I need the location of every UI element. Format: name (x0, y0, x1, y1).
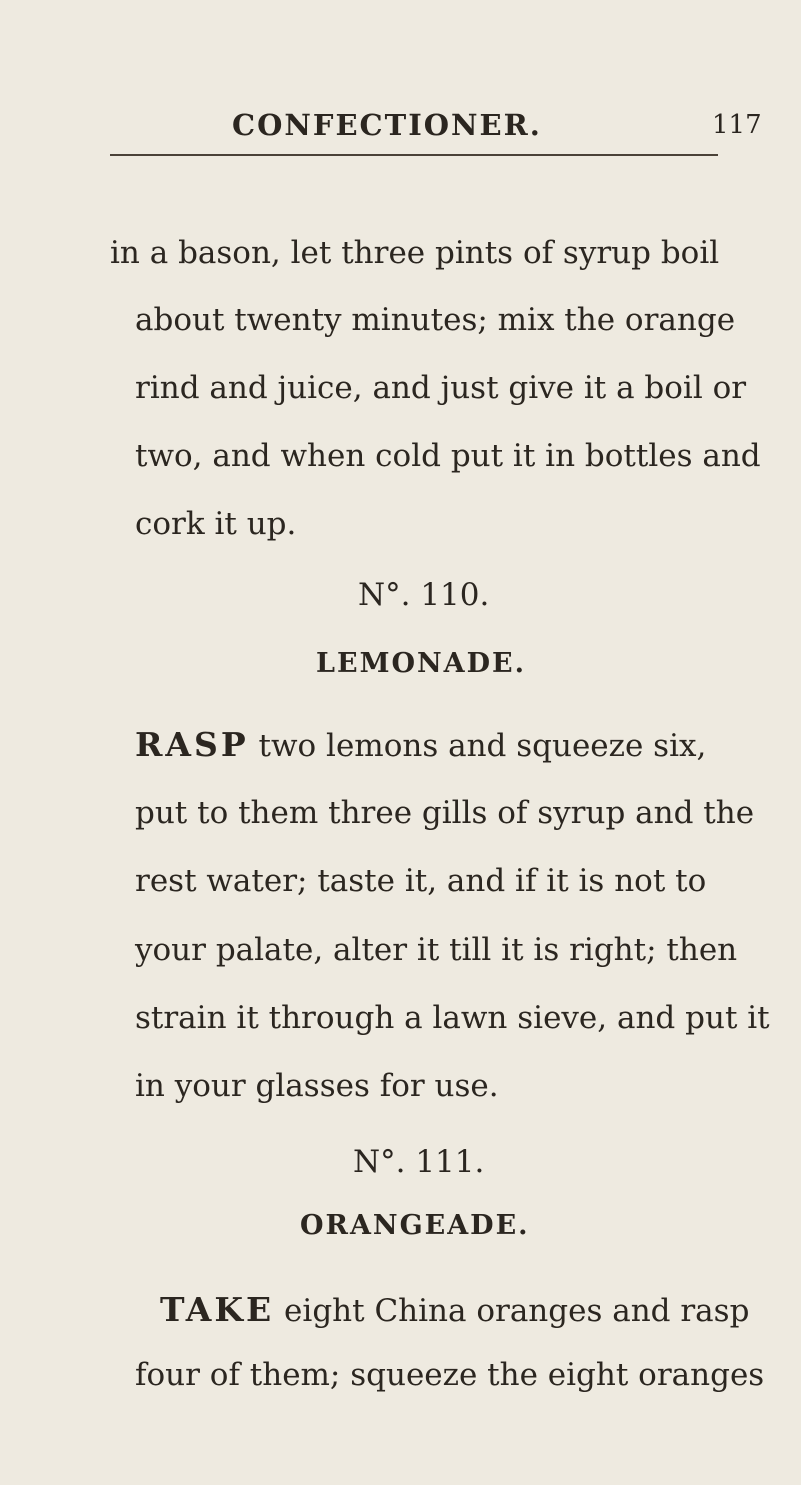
text-fragment: eight China oranges and rasp (274, 1293, 750, 1329)
text-line: in a bason, let three pints of syrup boil (110, 235, 720, 271)
recipe-first-line (135, 725, 707, 764)
page-number: 117 (712, 110, 762, 140)
text-line: put to them three gills of syrup and the (135, 795, 755, 831)
text-line: your palate, alter it till it is right; then (135, 932, 738, 968)
lead-word: RASP (135, 725, 249, 764)
text-line: about twenty minutes; mix the orange (135, 302, 736, 338)
text-line: cork it up. (135, 506, 297, 542)
text-line: rind and juice, and just give it a boil or (135, 370, 747, 406)
recipe-first-line (160, 1290, 750, 1329)
text-line: two, and when cold put it in bottles and (135, 438, 761, 474)
recipe-title: LEMONADE. (316, 648, 526, 679)
header-rule (110, 154, 718, 156)
lead-word: TAKE (160, 1290, 275, 1329)
recipe-title: ORANGEADE. (300, 1210, 530, 1241)
text-line: four of them; squeeze the eight oranges (135, 1357, 765, 1393)
running-head (0, 108, 801, 148)
text-line: rest water; taste it, and if it is not to (135, 863, 707, 899)
text-fragment: two lemons and squeeze six, (248, 728, 707, 764)
recipe-number: N°. 110. (358, 577, 490, 613)
text-line: in your glasses for use. (135, 1068, 499, 1104)
running-head-title: CONFECTIONER. (232, 108, 542, 142)
text-line: strain it through a lawn sieve, and put it (135, 1000, 770, 1036)
recipe-number: N°. 111. (353, 1144, 485, 1180)
